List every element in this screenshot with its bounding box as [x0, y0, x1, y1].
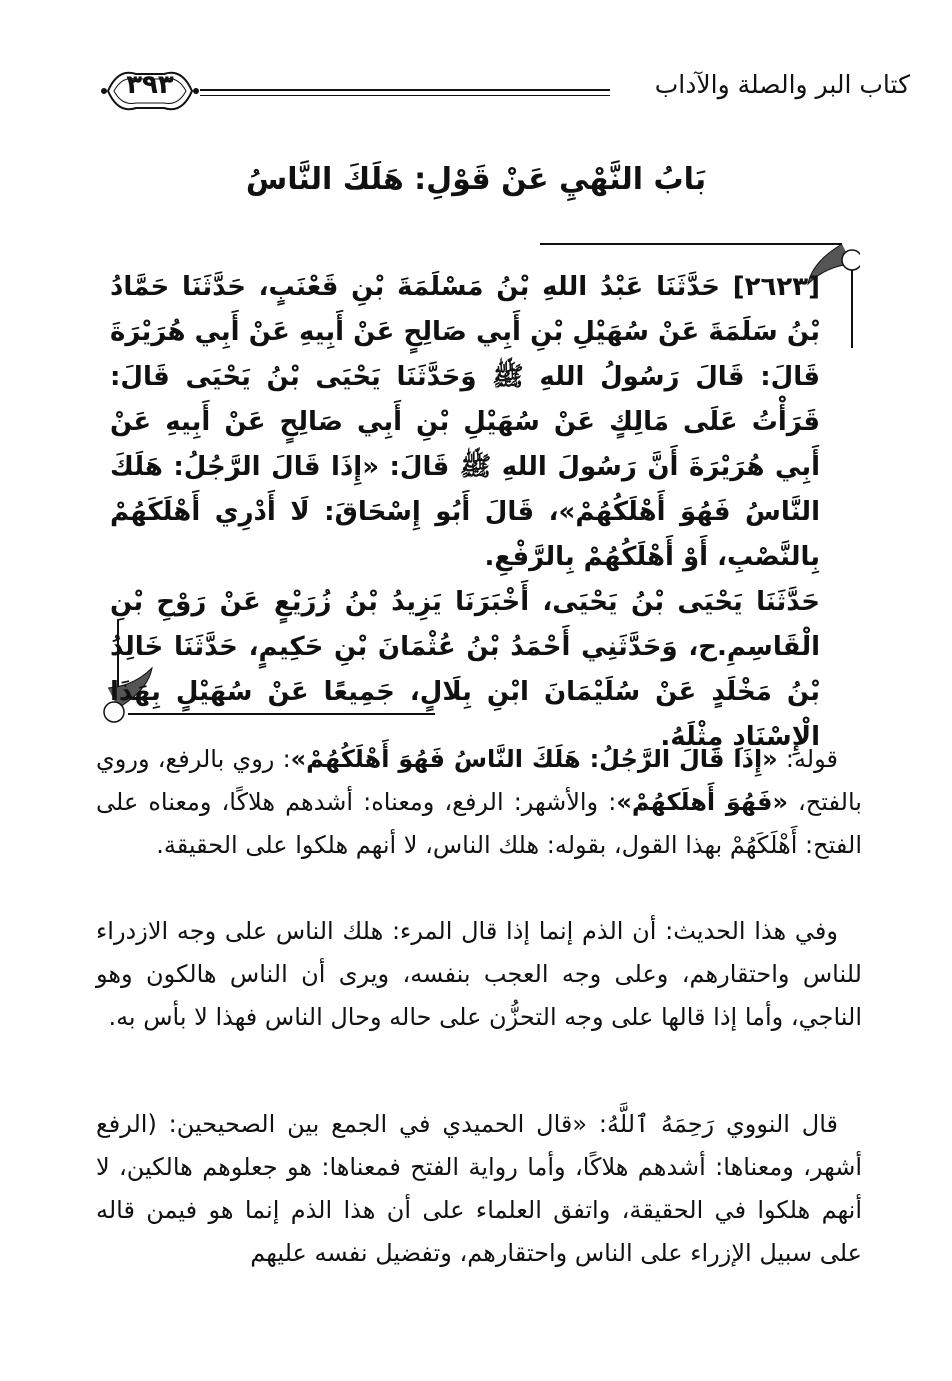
- hadith-paragraph: [110, 265, 820, 580]
- commentary-quote-2: «فَهُوَ أَهلَكهُمْ»: [616, 788, 788, 816]
- commentary-paragraph-1: [96, 738, 862, 867]
- header-rule-thin: [200, 95, 610, 96]
- commentary-lead: قوله:: [777, 745, 838, 773]
- hadith-block: [110, 265, 820, 760]
- commentary-paragraph-2: [96, 910, 862, 1039]
- commentary-paragraph-3: [96, 1103, 862, 1275]
- hadith-number: [٢٦٢٣]: [732, 272, 820, 302]
- commentary-text-2: وفي هذا الحديث: أن الذم إنما إذا قال المرء: هلك الناس على وجه الازدراء للناس واحتقارهم، وعلى وجه العجب بنفسه، ويرى أن الناس هالكون وهو الناجي، وأما إذا قالها على وجه التحزُّن على حاله وحال الناس فهذا لا بأس به.: [96, 917, 862, 1031]
- commentary-text-rest: : والأشهر: الرفع، ومعناه: أشدهم هلاكًا، ومعناه على الفتح: أَهْلَكَهُمْ بهذا القول، بقوله: هلك الناس، لا أنهم هلكوا على الحقيقة.: [96, 788, 862, 859]
- chapter-title: بَابُ النَّهْيِ عَنْ قَوْلِ: هَلَكَ النَّاسُ: [245, 162, 707, 197]
- commentary-text-3: قال النووي رَحِمَهُ ٱللَّهُ: «قال الحميدي في الجمع بين الصحيحين: (الرفع أشهر، ومعناها: أشدهم هلاكًا، وأما رواية الفتح فمعناها: هو جعلوهم هالكين، لا أنهم هلكوا في الحقيقة، واتفق العلماء على أن هذا الذم إنما هو فيمن قاله على سبيل الإزراء على الناس واحتقارهم، وتفضيل نفسه عليهم: [96, 1110, 862, 1267]
- page-number: ٣٩٣: [126, 70, 174, 100]
- running-header-title: كتاب البر والصلة والآداب: [654, 70, 910, 99]
- commentary-quote: «إِذَا قَالَ الرَّجُلُ: هَلَكَ النَّاسُ فَهُوَ أَهْلَكُهُمْ»: [290, 745, 778, 773]
- hadith-paragraph-2: حَدَّثَنَا يَحْيَى بْنُ يَحْيَى، أَخْبَرَنَا يَزِيدُ بْنُ زُرَيْعٍ عَنْ رَوْحِ بْنِ الْقَاسِمِ.ح، وَحَدَّثَنِي أَحْمَدُ بْنُ عُثْمَانَ بْنِ حَكِيمٍ، حَدَّثَنَا خَالِدُ بْنُ مَخْلَدٍ عَنْ سُلَيْمَانَ ابْنِ بِلَالٍ، جَمِيعًا عَنْ سُهَيْلٍ بِهَذَا الْإِسْنَادِ مِثْلَهُ.: [110, 587, 820, 752]
- commentary-text: : روي بالرفع، وروي بالفتح،: [96, 745, 862, 816]
- hadith-text: حَدَّثَنَا عَبْدُ اللهِ بْنُ مَسْلَمَةَ بْنِ قَعْنَبٍ، حَدَّثَنَا حَمَّادُ بْنُ سَلَمَةَ عَنْ سُهَيْلِ بْنِ أَبِي صَالِحٍ عَنْ أَبِيهِ عَنْ أَبِي هُرَيْرَةَ قَالَ: قَالَ رَسُولُ اللهِ ﷺ وَحَدَّثَنَا يَحْيَى بْنُ يَحْيَى قَالَ: قَرَأْتُ عَلَى مَالِكٍ عَنْ سُهَيْلِ بْنِ أَبِي صَالِحٍ عَنْ أَبِيهِ عَنْ أَبِي هُرَيْرَةَ أَنَّ رَسُولَ اللهِ ﷺ قَالَ: «إِذَا قَالَ الرَّجُلُ: هَلَكَ النَّاسُ فَهُوَ أَهْلَكُهُمْ»، قَالَ أَبُو إِسْحَاقَ: لَا أَدْرِي أَهْلَكَهُمْ بِالنَّصْبِ، أَوْ أَهْلَكُهُمْ بِالرَّفْعِ.: [110, 272, 820, 572]
- header-rule: [200, 89, 610, 91]
